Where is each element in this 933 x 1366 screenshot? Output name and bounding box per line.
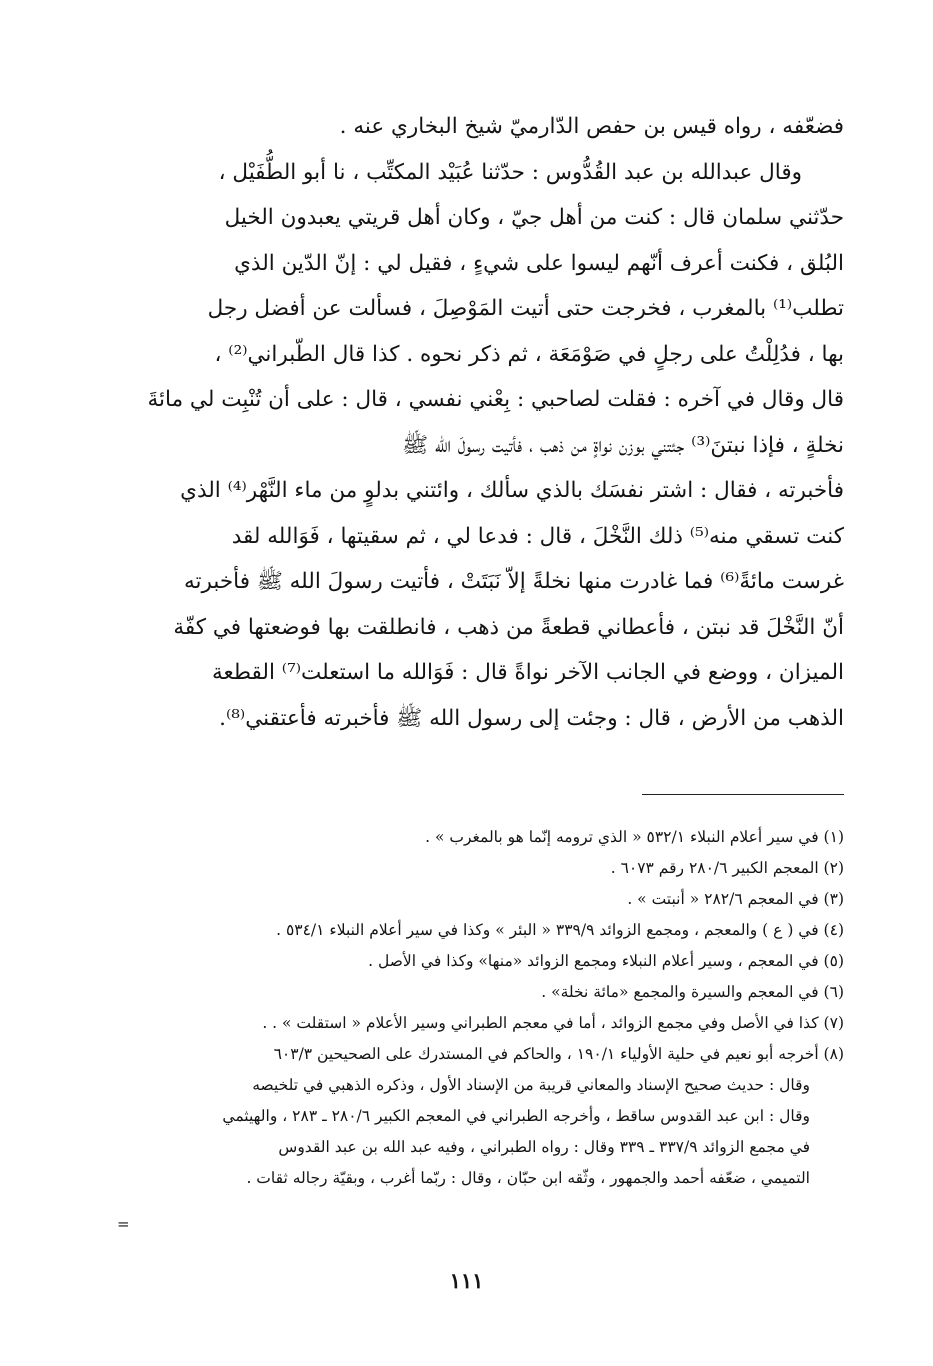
- text-line: تطلب⁽¹⁾ بالمغرب ، فخرجت حتى أتيت المَوْصِلَ ، فسألت عن أفضل رجل: [207, 296, 844, 321]
- footnotes: [118, 822, 844, 1194]
- footnote-6: (٦) في المعجم والسيرة والمجمع «مائة نخلة» .: [541, 983, 844, 1001]
- page-number: ١١١: [449, 1268, 484, 1293]
- text-line: غرست مائةً⁽⁶⁾ فما غادرت منها نخلةً إلاّ نَبَتَتْ ، فأتيت رسولَ الله ﷺ فأخبرته: [184, 569, 844, 594]
- text-line: فأخبرته ، فقال : اشتر نفسَك بالذي سألك ، وائتني بدلوٍ من ماء النَّهْر⁽⁴⁾ الذي: [180, 478, 844, 503]
- footnote-3: (٣) في المعجم ٢٨٢/٦ « أنبتت » .: [627, 890, 844, 908]
- text-line: وقال عبدالله بن عبد القُدُّوس : حدّثنا عُبَيْد المكتِّب ، نا أبو الطُّفَيْل ،: [218, 159, 802, 185]
- footnote-8: (٨) أخرجه أبو نعيم في حلية الأولياء ١٩٠/١ ، والحاكم في المستدرك على الصحيحين ٦٠٣/٣: [273, 1045, 844, 1063]
- footnote-1: (١) في سير أعلام النبلاء ٥٣٢/١ « الذي ترومه إنّما هو بالمغرب » .: [425, 828, 844, 846]
- footnote-4: (٤) في ( ع ) والمعجم ، ومجمع الزوائد ٣٣٩/٩ « البئر » وكذا في سير أعلام النبلاء ٥٣٤/١ .: [276, 921, 844, 939]
- text-line: قال وقال في آخره : فقلت لصاحبي : بِعْني نفسي ، قال : على أن تُنْبِت لي مائةَ: [147, 387, 844, 412]
- footnote-divider: [642, 794, 844, 795]
- main-text: [128, 104, 844, 741]
- continuation-mark: =: [117, 1215, 130, 1233]
- footnote-8-continuation: وقال : حديث صحيح الإسناد والمعاني قريبة من الإسناد الأول ، وذكره الذهبي في تلخيصه: [252, 1076, 810, 1094]
- footnote-8-continuation: وقال : ابن عبد القدوس ساقط ، وأخرجه الطبراني في المعجم الكبير ٢٨٠/٦ ـ ٢٨٣ ، والهيثمي: [222, 1107, 810, 1125]
- text-line: نخلةٍ ، فإذا نبتنَ⁽³⁾ جئتني بوزن نواةٍ من ذهب ، فأتيت رسولَ الله ﷺ: [402, 432, 844, 458]
- text-line: الذهب من الأرض ، قال : وجئت إلى رسول الله ﷺ فأخبرته فأعتقني⁽⁸⁾.: [219, 705, 844, 731]
- text-line: حدّثني سلمان قال : كنت من أهل جيّ ، وكان أهل قريتي يعبدون الخيل: [224, 205, 844, 230]
- text-line: فضعّفه ، رواه قيس بن حفص الدّارميّ شيخ البخاري عنه .: [339, 114, 844, 139]
- footnote-8-continuation: في مجمع الزوائد ٣٣٧/٩ ـ ٣٣٩ وقال : رواه الطبراني ، وفيه عبد الله بن عبد القدوس: [278, 1138, 810, 1156]
- footnote-7: (٧) كذا في الأصل وفي مجمع الزوائد ، أما في معجم الطبراني وسير الأعلام « استقلت » . .: [262, 1014, 844, 1032]
- footnote-2: (٢) المعجم الكبير ٢٨٠/٦ رقم ٦٠٧٣ .: [610, 859, 844, 877]
- text-line: الميزان ، ووضع في الجانب الآخر نواةً قال : فَوَالله ما استعلت⁽⁷⁾ القطعة: [212, 660, 844, 685]
- footnote-8-continuation: التميمي ، ضعّفه أحمد والجمهور ، وثّقه ابن حبّان ، وقال : ربّما أغرب ، وبقيّة رجاله ثقات .: [246, 1169, 810, 1187]
- text-line: بها ، فدُلِلْتُ على رجلٍ في صَوْمَعَة ، ثم ذكر نحوه . كذا قال الطّبراني⁽²⁾ ،: [214, 341, 844, 367]
- footnote-5: (٥) في المعجم ، وسير أعلام النبلاء ومجمع الزوائد «منها» وكذا في الأصل .: [368, 952, 844, 970]
- text-line: كنت تسقي منه⁽⁵⁾ ذلك النَّخْلَ ، قال : فدعا لي ، ثم سقيتها ، فَوَالله لقد: [231, 523, 844, 549]
- text-line: أنّ النَّخْلَ قد نبتن ، فأعطاني قطعةً من ذهب ، فانطلقت بها فوضعتها في كفّة: [173, 614, 844, 640]
- text-line: البُلق ، فكنت أعرف أنّهم ليسوا على شيءٍ ، فقيل لي : إنّ الدّين الذي: [234, 250, 844, 276]
